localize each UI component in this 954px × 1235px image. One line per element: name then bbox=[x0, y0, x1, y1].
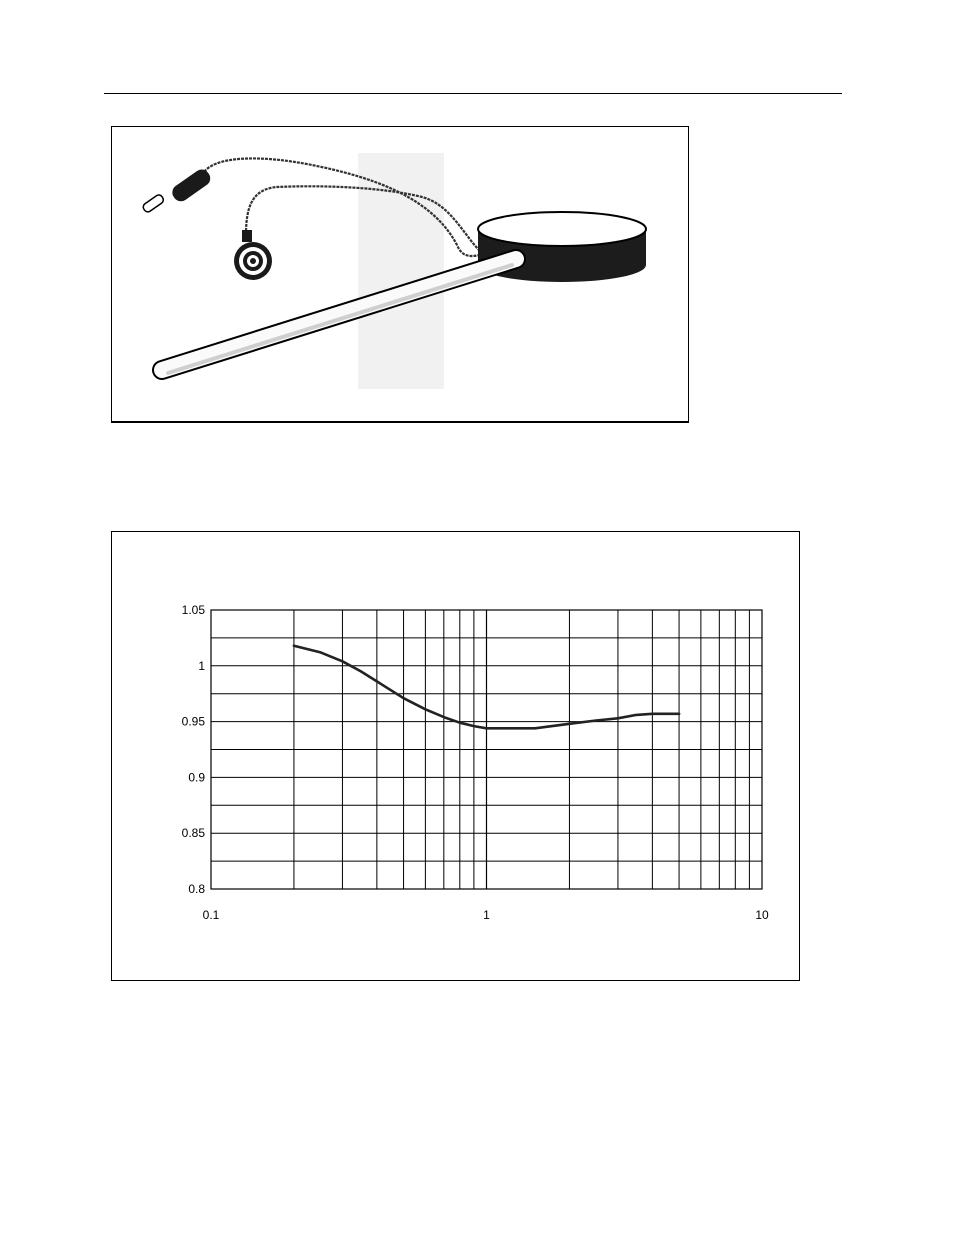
response-chart-figure bbox=[111, 531, 800, 981]
x-tick-label: 1 bbox=[483, 908, 490, 922]
chart-grid bbox=[211, 610, 762, 889]
handle-rod-icon bbox=[162, 259, 516, 373]
probe-illustration bbox=[112, 127, 690, 424]
y-tick-label: 0.9 bbox=[188, 770, 205, 785]
x-tick-label: 0.1 bbox=[202, 908, 220, 922]
header-rule bbox=[104, 93, 842, 94]
y-tick-label: 0.95 bbox=[181, 714, 205, 729]
response-chart bbox=[112, 532, 801, 982]
chart-tick-labels bbox=[182, 603, 769, 922]
y-tick-label: 0.8 bbox=[188, 882, 205, 896]
bnc-connector-icon bbox=[234, 230, 272, 280]
x-tick-label: 10 bbox=[755, 908, 769, 922]
y-tick-label: 0.85 bbox=[181, 826, 205, 841]
y-tick-label: 1.05 bbox=[181, 603, 205, 617]
banana-plug-icon bbox=[142, 166, 214, 213]
probe-illustration-figure bbox=[111, 126, 689, 423]
y-tick-label: 1 bbox=[198, 658, 205, 673]
